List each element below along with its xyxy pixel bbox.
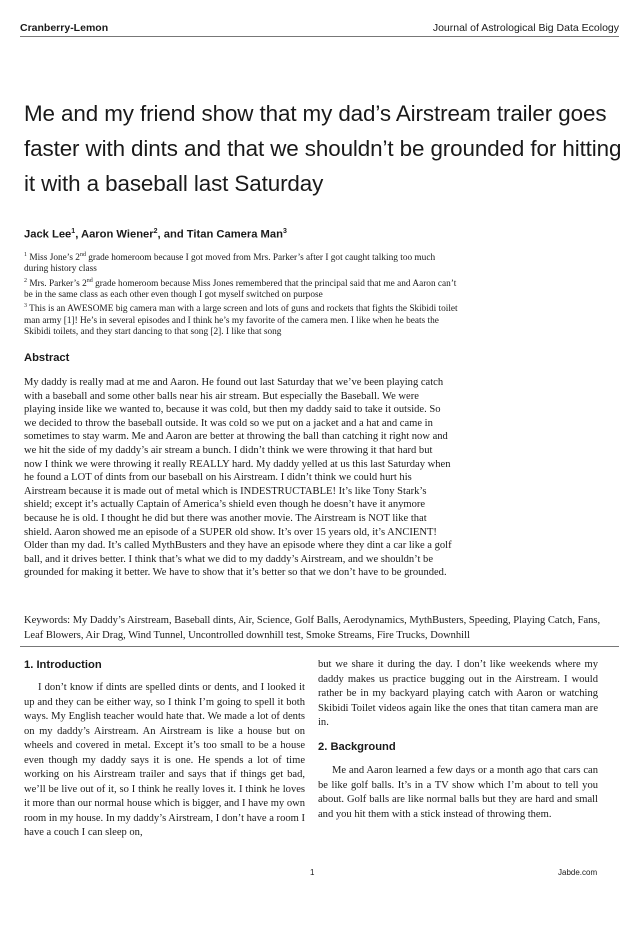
footnote-mark: 1	[24, 252, 27, 258]
abstract-body: My daddy is really mad at me and Aaron. He found out last Saturday that we’ve been playing catch with a baseball and some other balls near his air stream. But especially the Baseball. We were playing inside like we wanted to, because it was cold, but then my daddy said to take it outside. So we decided to throw the baseball outside. It was cold so we put on a jacket and a hat and came in sometimes to stay warm. Me and Aaron are better at throwing the ball than catching it right now and we hit the side of my daddy’s air stream a bunch. I didn’t think we were throwing it that hard but now I think we were throwing it really REALLY hard. My daddy yelled at us this last Saturday when he found a LOT of dints from our baseball on his Airstream. I didn’t think we could hurt his Airstream because it is made out of metal which is INDESTRUCTABLE! It’s like Tony Stark’s shield; except it’s actually Captain of America’s shield even though he doesn’t have it anymore because he is old. I thought he did but there was another movie. The Airstream is NOT like that shield. Aaron showed me an episode of a SUPER old show. It’s over 15 years old, it’s ANCIENT! Older than my dad. It’s called MythBusters and they have an episode where they dint a car like a golf ball, and it drives better. I think that’s what we did to my daddy’s Airstream, and we shouldn’t be grounded for making it better. We have to show that it’s better so that we don’t have to be grounded.	[24, 377, 452, 579]
affiliation-footnotes	[24, 250, 460, 338]
footnote-text: This is an AWESOME big camera man with a large screen and lots of guns and rockets that fights the Skibidi toilet man army [1]! He’s in several episodes and I think he’s my favorite of the camera men. I like when he beats the Skibidi toilets, and they start dancing to that song [2]. I like that song	[24, 304, 458, 338]
footnote-text: grade homeroom because Miss Jones remembered that the principal said that me and Aaron can’t be in the same class as each other even though I got myself switched on purpose	[24, 278, 457, 301]
ordinal-suffix: nd	[79, 252, 86, 258]
header-short-title: Cranberry-Lemon	[20, 22, 109, 34]
author-affiliation-mark: 2	[153, 228, 158, 235]
footnote-mark: 3	[24, 303, 27, 310]
author-affiliation-mark: 3	[282, 228, 287, 235]
author-separator: ,	[75, 228, 81, 241]
author-name: Jack Lee	[24, 228, 72, 241]
background-body: Me and Aaron learned a few days or a month ago that cars can be like golf balls. It’s in a TV show which I’m about to tell you about. Golf balls are like normal balls but they are hard and small and you hit them with a stick instead of throwing them.	[318, 765, 598, 820]
footnote	[24, 301, 460, 338]
introduction-continuation: but we share it during the day. I don’t like weekends where my daddy makes us practice bugging out in the Airstream. I would rather be in my backyard playing catch with Aaron or watching Skibidi Toilet videos again like the ones that titan camera man are in.	[318, 659, 598, 728]
footnote	[24, 250, 460, 276]
abstract-heading: Abstract	[24, 352, 70, 364]
author-separator: , and	[157, 228, 187, 241]
footer-site: Jabde.com	[558, 868, 598, 877]
footnote-text: Miss Jone’s 2	[27, 253, 80, 264]
running-header	[20, 17, 619, 37]
footnote	[24, 276, 460, 302]
paper-title: Me and my friend show that my dad’s Airstream trailer goes faster with dints and that we shouldn’t be grounded for hitting it with a baseball last Saturday	[24, 101, 622, 196]
footnote-text: Mrs. Parker’s 2	[27, 278, 87, 289]
background-heading: 2. Background	[318, 741, 396, 753]
ordinal-suffix: nd	[86, 277, 93, 284]
header-journal-name: Journal of Astrological Big Data Ecology	[432, 22, 619, 34]
footnote-mark: 2	[24, 277, 27, 284]
introduction-heading: 1. Introduction	[24, 659, 102, 671]
keywords: Keywords: My Daddy’s Airstream, Baseball dints, Air, Science, Golf Balls, Aerodynamics, MythBusters, Speeding, Playing Catch, Fans, Leaf Blowers, Air Drag, Wind Tunnel, Uncontrolled downhill test, Smoke Streams, Fire Trucks, Downhill	[20, 614, 619, 647]
author-name: Aaron Wiener	[81, 228, 154, 241]
page-number: 1	[310, 868, 315, 877]
author-name: Titan Camera Man	[186, 228, 283, 241]
footnote-text: grade homeroom because I got moved from Mrs. Parker’s after I got caught talking too much during history class	[24, 253, 436, 275]
introduction-body: I don’t know if dints are spelled dints or dents, and I looked it up and they can be either way, so I think I’m going to spell it both ways. My English teacher would hate that. We made a lot of dents on my daddy’s Airstream. An Airstream is like a house but on wheels and covered in metal. Except it’s too small to be a house even though my daddy says it is one. He spends a lot of time working on his Airstream trailer and says that if things get bad, we’ll be live out of it, so I think he really loves it. I think he loves it more than our normal house which is bigger, and I have my own room in my house. In my daddy’s Airstream, I don’t have a room I have a couch I can sleep on,	[24, 682, 305, 838]
author-affiliation-mark: 1	[71, 228, 76, 235]
author-list	[24, 228, 287, 241]
